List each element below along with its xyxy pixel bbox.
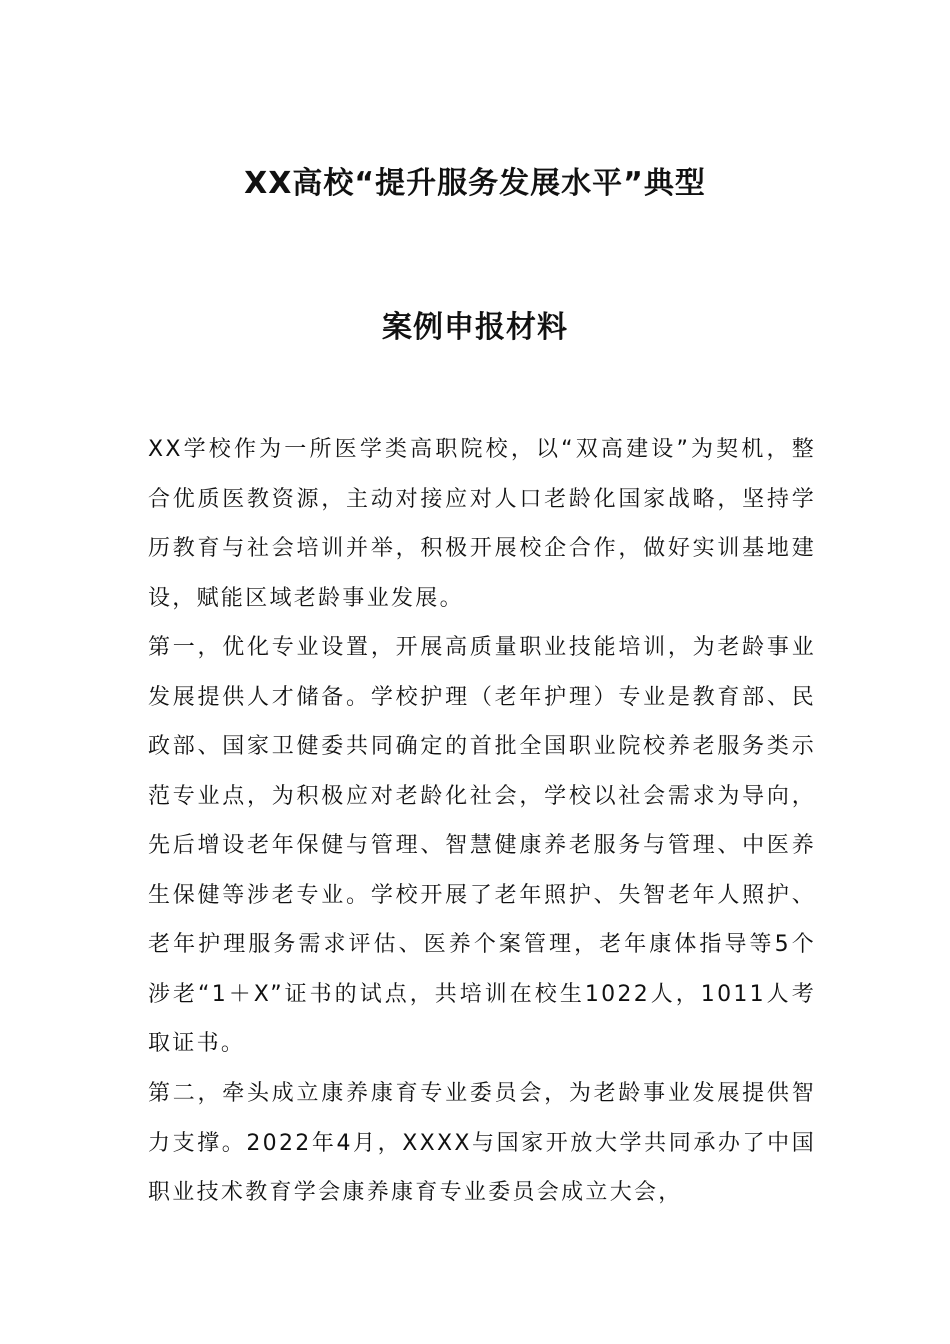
paragraph-intro: XX学校作为一所医学类高职院校，以“双高建设”为契机，整合优质医教资源，主动对接应对人口老龄化国家战略，坚持学历教育与社会培训并举，积极开展校企合作，做好实训基地建设，赋能区域老龄事业发展。 (148, 437, 816, 611)
paragraph-first-point: 第一，优化专业设置，开展高质量职业技能培训，为老龄事业发展提供人才储备。学校护理（老年护理）专业是教育部、民政部、国家卫健委共同确定的首批全国职业院校养老服务类示范专业点，为积极应对老龄化社会，学校以社会需求为导向，先后增设老年保健与管理、智慧健康养老服务与管理、中医养生保健等涉老专业。学校开展了老年照护、失智老年人照护、老年护理服务需求评估、医养个案管理，老年康体指导等5个涉老“1＋X”证书的试点，共培训在校生1022人，1011人考取证书。 (148, 635, 816, 1056)
document-title-line-1: XX高校“提升服务发展水平”典型 (244, 166, 706, 201)
paragraph-second-point: 第二，牵头成立康养康育专业委员会，为老龄事业发展提供智力支撑。2022年4月，XXXX与国家开放大学共同承办了中国职业技术教育学会康养康育专业委员会成立大会， (148, 1081, 816, 1205)
document-title-line-2: 案例申报材料 (382, 310, 568, 345)
